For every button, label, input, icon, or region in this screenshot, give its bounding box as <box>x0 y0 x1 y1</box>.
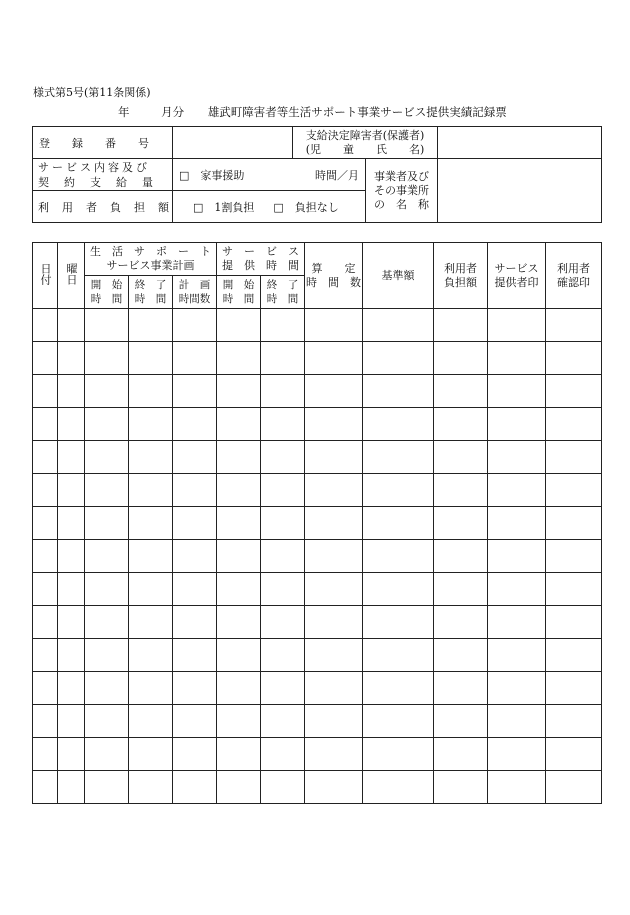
table-cell[interactable] <box>363 441 434 474</box>
table-cell[interactable] <box>58 342 85 375</box>
header-plan-group-2: サービス事業計画 <box>106 259 195 272</box>
table-cell[interactable] <box>58 408 85 441</box>
burden-label: 利 用 者 負 担 額 <box>38 200 170 214</box>
table-row <box>33 639 602 672</box>
table-cell[interactable] <box>546 738 602 771</box>
reg-no-input[interactable] <box>173 127 293 159</box>
table-cell[interactable] <box>434 606 488 639</box>
table-cell[interactable] <box>85 441 129 474</box>
table-cell[interactable] <box>488 672 546 705</box>
table-cell[interactable] <box>546 771 602 804</box>
table-cell[interactable] <box>363 540 434 573</box>
table-row <box>33 738 602 771</box>
table-cell[interactable] <box>58 705 85 738</box>
table-cell[interactable] <box>363 375 434 408</box>
header-user-confirm-2: 確認印 <box>557 275 591 289</box>
table-row <box>33 408 602 441</box>
header-plan-end <box>129 276 173 309</box>
table-cell[interactable] <box>129 573 173 606</box>
header-user-burden <box>434 243 488 309</box>
service-label-1: サービス内容及び <box>38 160 150 174</box>
table-cell[interactable] <box>33 375 58 408</box>
table-cell[interactable] <box>58 573 85 606</box>
table-cell[interactable] <box>261 507 305 540</box>
service-item-housework[interactable]: □ 家事援助 <box>179 168 245 182</box>
table-cell[interactable] <box>488 540 546 573</box>
table-cell[interactable] <box>33 771 58 804</box>
table-cell[interactable] <box>363 606 434 639</box>
header-weekday-text: 曜日 <box>65 262 78 285</box>
header-plan-start-1: 開 始 <box>90 279 123 291</box>
table-cell[interactable] <box>488 771 546 804</box>
table-cell[interactable] <box>488 507 546 540</box>
table-row <box>33 573 602 606</box>
table-cell[interactable] <box>434 573 488 606</box>
header-provider-seal-2: 提供者印 <box>494 275 539 289</box>
header-calc-hours <box>305 243 363 309</box>
table-cell[interactable] <box>546 441 602 474</box>
title-month: 月分 <box>161 105 185 119</box>
title-main: 雄武町障害者等生活サポート事業サービス提供実績記録票 <box>207 105 507 119</box>
recipient-name-input[interactable] <box>438 127 602 159</box>
table-cell[interactable] <box>305 441 363 474</box>
table-cell[interactable] <box>305 408 363 441</box>
service-content-cell[interactable] <box>173 159 366 191</box>
table-cell[interactable] <box>173 639 217 672</box>
table-cell[interactable] <box>434 672 488 705</box>
table-row <box>33 705 602 738</box>
table-cell[interactable] <box>261 375 305 408</box>
header-user-confirm <box>546 243 602 309</box>
table-cell[interactable] <box>217 771 261 804</box>
form-title <box>118 104 507 120</box>
table-cell[interactable] <box>58 771 85 804</box>
table-cell[interactable] <box>363 408 434 441</box>
title-year: 年 <box>118 105 130 119</box>
table-cell[interactable] <box>129 540 173 573</box>
header-prov-start <box>217 276 261 309</box>
header-provided-group-1: サ ー ビ ス <box>222 245 300 258</box>
table-cell[interactable] <box>488 441 546 474</box>
burden-options-cell <box>173 191 366 223</box>
table-cell[interactable] <box>173 474 217 507</box>
table-cell[interactable] <box>217 639 261 672</box>
table-cell[interactable] <box>546 573 602 606</box>
table-cell[interactable] <box>363 771 434 804</box>
provider-label-3: の 名 称 <box>374 197 429 211</box>
table-cell[interactable] <box>305 573 363 606</box>
table-cell[interactable] <box>261 738 305 771</box>
table-cell[interactable] <box>58 672 85 705</box>
provider-label-cell <box>366 159 438 223</box>
header-info-table <box>32 126 602 223</box>
table-cell[interactable] <box>33 309 58 342</box>
table-cell[interactable] <box>85 342 129 375</box>
table-cell[interactable] <box>546 639 602 672</box>
table-cell[interactable] <box>305 705 363 738</box>
table-cell[interactable] <box>173 507 217 540</box>
table-cell[interactable] <box>173 771 217 804</box>
table-cell[interactable] <box>129 705 173 738</box>
table-cell[interactable] <box>363 342 434 375</box>
header-calc-2: 時 間 数 <box>306 275 362 289</box>
header-base-text: 基準額 <box>381 268 415 282</box>
table-cell[interactable] <box>363 573 434 606</box>
table-cell[interactable] <box>488 375 546 408</box>
table-cell[interactable] <box>546 606 602 639</box>
table-cell[interactable] <box>129 342 173 375</box>
header-plan-end-1: 終 了 <box>134 279 167 291</box>
header-calc-1: 算 定 <box>311 261 356 275</box>
table-cell[interactable] <box>363 705 434 738</box>
table-cell[interactable] <box>488 474 546 507</box>
header-provided-group <box>217 243 305 276</box>
table-cell[interactable] <box>85 771 129 804</box>
table-cell[interactable] <box>305 342 363 375</box>
table-cell[interactable] <box>85 474 129 507</box>
table-cell[interactable] <box>85 639 129 672</box>
table-cell[interactable] <box>261 474 305 507</box>
table-cell[interactable] <box>173 441 217 474</box>
burden-option-none[interactable]: □ 負担なし <box>273 200 339 214</box>
table-cell[interactable] <box>33 705 58 738</box>
table-cell[interactable] <box>546 408 602 441</box>
header-plan-start <box>85 276 129 309</box>
table-cell[interactable] <box>488 639 546 672</box>
table-cell[interactable] <box>85 540 129 573</box>
table-cell[interactable] <box>33 738 58 771</box>
table-cell[interactable] <box>217 441 261 474</box>
header-plan-end-2: 時 間 <box>134 293 167 305</box>
service-label-cell <box>33 159 173 191</box>
table-cell[interactable] <box>58 441 85 474</box>
header-plan-hours <box>173 276 217 309</box>
table-cell[interactable] <box>58 375 85 408</box>
header-weekday <box>58 243 85 309</box>
table-cell[interactable] <box>58 507 85 540</box>
table-cell[interactable] <box>173 672 217 705</box>
table-row <box>33 441 602 474</box>
table-cell[interactable] <box>546 309 602 342</box>
table-cell[interactable] <box>261 672 305 705</box>
table-cell[interactable] <box>58 540 85 573</box>
table-cell[interactable] <box>129 375 173 408</box>
header-provider-seal-1: サービス <box>494 261 539 275</box>
table-cell[interactable] <box>434 309 488 342</box>
table-cell[interactable] <box>305 540 363 573</box>
header-plan-start-2: 時 間 <box>90 293 123 305</box>
table-cell[interactable] <box>85 738 129 771</box>
table-row <box>33 375 602 408</box>
burden-option-10pct[interactable]: □ 1割負担 <box>193 200 255 214</box>
table-cell[interactable] <box>488 738 546 771</box>
table-cell[interactable] <box>305 375 363 408</box>
table-cell[interactable] <box>305 606 363 639</box>
table-cell[interactable] <box>305 738 363 771</box>
table-row <box>33 771 602 804</box>
table-cell[interactable] <box>85 573 129 606</box>
table-cell[interactable] <box>85 705 129 738</box>
header-date <box>33 243 58 309</box>
header-plan-group-1: 生 活 サ ポ ー ト <box>90 245 212 258</box>
table-cell[interactable] <box>488 606 546 639</box>
table-cell[interactable] <box>33 507 58 540</box>
table-cell[interactable] <box>33 606 58 639</box>
service-label-2: 契 約 支 給 量 <box>38 175 155 189</box>
header-user-confirm-1: 利用者 <box>557 261 591 275</box>
table-cell[interactable] <box>261 573 305 606</box>
table-cell[interactable] <box>217 507 261 540</box>
header-prov-end <box>261 276 305 309</box>
record-rows <box>33 309 602 804</box>
table-cell[interactable] <box>305 771 363 804</box>
table-cell[interactable] <box>261 771 305 804</box>
table-cell[interactable] <box>488 573 546 606</box>
table-cell[interactable] <box>58 474 85 507</box>
table-cell[interactable] <box>305 474 363 507</box>
table-cell[interactable] <box>58 639 85 672</box>
table-cell[interactable] <box>217 738 261 771</box>
header-base-amount <box>363 243 434 309</box>
table-cell[interactable] <box>173 705 217 738</box>
table-cell[interactable] <box>434 342 488 375</box>
table-cell[interactable] <box>129 639 173 672</box>
header-prov-end-1: 終 了 <box>266 279 299 291</box>
table-cell[interactable] <box>33 474 58 507</box>
table-cell[interactable] <box>546 672 602 705</box>
table-cell[interactable] <box>33 573 58 606</box>
recipient-label-cell <box>293 127 438 159</box>
recipient-label-1: 支給決定障害者(保護者) <box>305 128 425 142</box>
burden-label-cell <box>33 191 173 223</box>
table-cell[interactable] <box>129 474 173 507</box>
table-cell[interactable] <box>58 738 85 771</box>
reg-no-label-cell <box>33 127 173 159</box>
table-cell[interactable] <box>434 408 488 441</box>
table-cell[interactable] <box>546 342 602 375</box>
table-cell[interactable] <box>217 705 261 738</box>
header-plan-hours-1: 計 画 <box>178 279 211 291</box>
table-cell[interactable] <box>434 474 488 507</box>
table-cell[interactable] <box>488 408 546 441</box>
table-cell[interactable] <box>129 672 173 705</box>
table-cell[interactable] <box>261 309 305 342</box>
table-cell[interactable] <box>305 672 363 705</box>
table-cell[interactable] <box>434 639 488 672</box>
table-cell[interactable] <box>217 573 261 606</box>
table-cell[interactable] <box>85 309 129 342</box>
table-cell[interactable] <box>363 309 434 342</box>
header-user-burden-1: 利用者 <box>444 261 478 275</box>
table-cell[interactable] <box>261 342 305 375</box>
provider-name-input[interactable] <box>438 159 602 223</box>
table-cell[interactable] <box>33 672 58 705</box>
table-cell[interactable] <box>217 309 261 342</box>
table-cell[interactable] <box>434 540 488 573</box>
table-cell[interactable] <box>261 606 305 639</box>
table-cell[interactable] <box>261 639 305 672</box>
table-cell[interactable] <box>217 474 261 507</box>
table-cell[interactable] <box>434 771 488 804</box>
table-cell[interactable] <box>173 738 217 771</box>
header-provided-group-2: 提 供 時 間 <box>222 259 300 272</box>
form-number-label: 様式第5号(第11条関係) <box>33 86 151 99</box>
records-table <box>32 242 602 804</box>
table-cell[interactable] <box>217 375 261 408</box>
table-cell[interactable] <box>305 309 363 342</box>
header-user-burden-2: 負担額 <box>444 275 478 289</box>
table-row <box>33 540 602 573</box>
provider-label-1: 事業者及び <box>374 169 429 183</box>
table-cell[interactable] <box>129 507 173 540</box>
reg-no-label: 登 録 番 号 <box>39 136 149 150</box>
header-prov-start-2: 時 間 <box>222 293 255 305</box>
table-cell[interactable] <box>363 474 434 507</box>
table-cell[interactable] <box>363 507 434 540</box>
table-cell[interactable] <box>261 408 305 441</box>
table-cell[interactable] <box>85 375 129 408</box>
table-cell[interactable] <box>217 606 261 639</box>
table-cell[interactable] <box>33 441 58 474</box>
table-cell[interactable] <box>173 408 217 441</box>
table-cell[interactable] <box>488 705 546 738</box>
table-cell[interactable] <box>217 408 261 441</box>
table-cell[interactable] <box>261 705 305 738</box>
table-cell[interactable] <box>261 441 305 474</box>
table-cell[interactable] <box>434 507 488 540</box>
table-cell[interactable] <box>363 672 434 705</box>
header-plan-group <box>85 243 217 276</box>
table-row <box>33 309 602 342</box>
table-cell[interactable] <box>85 606 129 639</box>
table-cell[interactable] <box>33 639 58 672</box>
table-cell[interactable] <box>363 738 434 771</box>
table-cell[interactable] <box>85 507 129 540</box>
table-cell[interactable] <box>363 639 434 672</box>
recipient-label-2: (児 童 氏 名) <box>305 142 425 156</box>
table-cell[interactable] <box>129 606 173 639</box>
table-cell[interactable] <box>546 375 602 408</box>
table-cell[interactable] <box>488 309 546 342</box>
table-cell[interactable] <box>33 540 58 573</box>
table-cell[interactable] <box>129 771 173 804</box>
table-cell[interactable] <box>173 342 217 375</box>
table-cell[interactable] <box>305 507 363 540</box>
service-unit: 時間／月 <box>315 168 359 182</box>
table-cell[interactable] <box>173 573 217 606</box>
table-cell[interactable] <box>173 309 217 342</box>
header-plan-hours-2: 時間数 <box>178 293 211 305</box>
table-cell[interactable] <box>546 507 602 540</box>
table-cell[interactable] <box>173 375 217 408</box>
table-row <box>33 507 602 540</box>
table-cell[interactable] <box>488 342 546 375</box>
table-row <box>33 342 602 375</box>
table-cell[interactable] <box>546 474 602 507</box>
table-row <box>33 474 602 507</box>
table-cell[interactable] <box>85 672 129 705</box>
table-cell[interactable] <box>434 738 488 771</box>
provider-label-2: その事業所 <box>374 183 429 197</box>
table-cell[interactable] <box>217 672 261 705</box>
table-cell[interactable] <box>434 441 488 474</box>
table-row <box>33 606 602 639</box>
table-cell[interactable] <box>33 342 58 375</box>
table-cell[interactable] <box>58 606 85 639</box>
header-date-text: 日付 <box>39 262 52 285</box>
table-cell[interactable] <box>85 408 129 441</box>
table-row <box>33 672 602 705</box>
table-cell[interactable] <box>173 606 217 639</box>
table-cell[interactable] <box>129 441 173 474</box>
table-cell[interactable] <box>546 540 602 573</box>
header-prov-end-2: 時 間 <box>266 293 299 305</box>
header-provider-seal <box>488 243 546 309</box>
table-cell[interactable] <box>58 309 85 342</box>
table-cell[interactable] <box>217 342 261 375</box>
table-cell[interactable] <box>546 705 602 738</box>
table-cell[interactable] <box>305 639 363 672</box>
table-cell[interactable] <box>434 375 488 408</box>
table-cell[interactable] <box>434 705 488 738</box>
table-cell[interactable] <box>173 540 217 573</box>
table-cell[interactable] <box>129 309 173 342</box>
table-cell[interactable] <box>33 408 58 441</box>
table-cell[interactable] <box>129 408 173 441</box>
table-cell[interactable] <box>261 540 305 573</box>
header-prov-start-1: 開 始 <box>222 279 255 291</box>
table-cell[interactable] <box>129 738 173 771</box>
table-cell[interactable] <box>217 540 261 573</box>
